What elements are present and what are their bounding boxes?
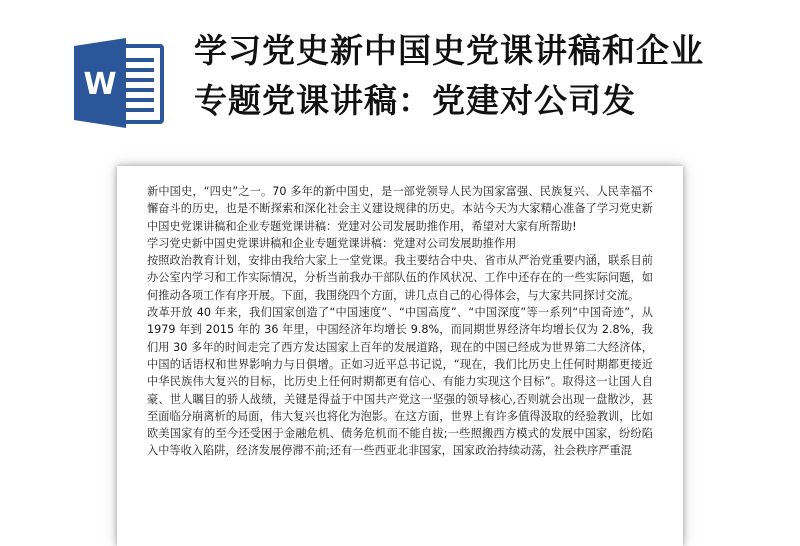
- word-document-icon: [74, 36, 166, 130]
- paragraph-heading: 学习党史新中国史党课讲稿和企业专题党课讲稿：党建对公司发展助推作用: [147, 236, 517, 250]
- header: [0, 0, 800, 160]
- document-page: [117, 166, 683, 546]
- paragraph-plan: 按照政治教育计划，安排由我给大家上一堂党课。我主要结合中央、省市从严治党重要内涵，联系目前办公室内学习和工作实际情况，分析当前我办干部队伍的作风状况、工作中还存在的一些实际问题，如何推动各项工作有序开展。下面，我围绕四个方面，讲几点自己的心得体会，与大家共同探讨交流。: [147, 254, 653, 302]
- page-title: 学习党史新中国史党课讲稿和企业专题党课讲稿：党建对公司发: [194, 31, 704, 120]
- paragraph-reform: 改革开放 40 年来，我们国家创造了“中国速度”、“中国高度”、“中国深度”等一系列“中国奇迹”，从 1979 年到 2015 年的 36 年里，中国经济年均增长 9.8%，而同期世界经济年均增长仅为 2.8%，我们用 30 多年的时间走完了西方发达国家上百年的发展道路，现在的中国已经成为世界第二大经济体，中国的话语权和世界影响力与日俱增。正如习近平总书记说，“现在，我们比历史上任何时期都更接近中华民族伟大复兴的目标，比历史上任何时期都更有信心、有能力实现这个目标”。取得这一让国人自豪、世人瞩目的骄人战绩，关键是得益于中国共产党这一坚强的领导核心,否则就会出现一盘散沙，甚至面临分崩离析的局面，伟大复兴也将化为泡影。在这方面，世界上有许多值得汲取的经验教训，比如欧美国家有的至今还受困于金融危机、债务危机而不能自拔;一些照搬西方模式的发展中国家，纷纷陷入中等收入陷阱，经济发展停滞不前;还有一些西亚北非国家，国家政治持续动荡，社会秩序严重混: [147, 306, 653, 458]
- paragraph-intro: 新中国史，“四史”之一。70 多年的新中国史，是一部党领导人民为国家富强、民族复兴、人民幸福不懈奋斗的历史，也是不断探索和深化社会主义建设规律的历史。本站今天为大家精心准备了学习党史新中国史党课讲稿和企业专题党课讲稿：党建对公司发展助推作用，希望对大家有所帮助!: [147, 185, 653, 233]
- word-icon-letter: W: [83, 67, 117, 102]
- document-body: [147, 183, 653, 460]
